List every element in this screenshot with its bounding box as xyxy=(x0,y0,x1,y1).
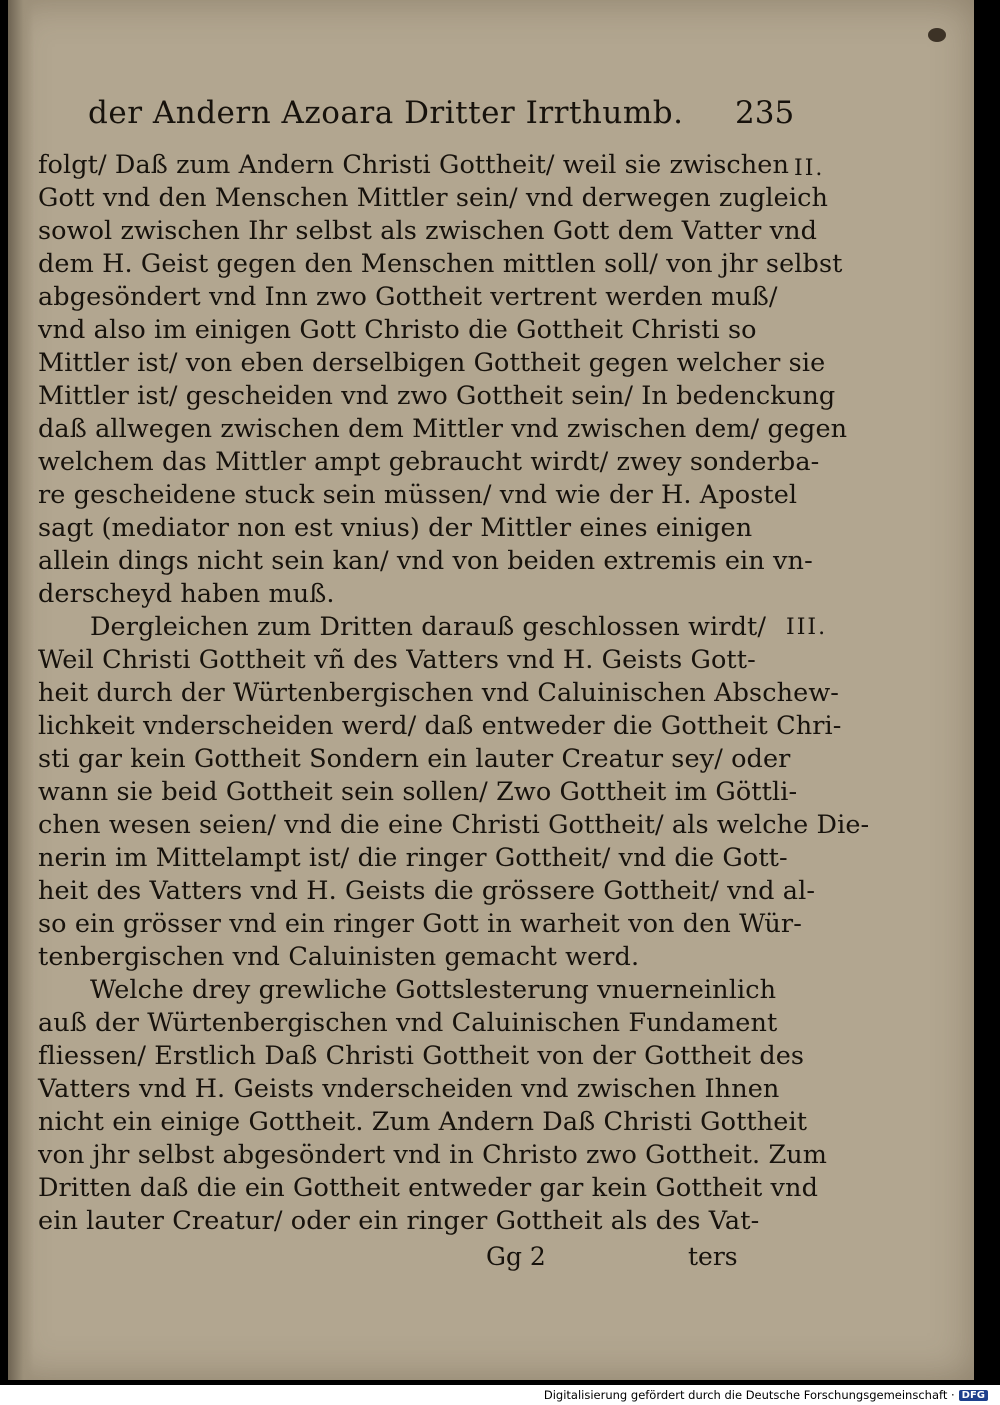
body-line: vnd also im einigen Gott Christo die Gottheit Christi so xyxy=(38,315,757,345)
body-line: Gott vnd den Menschen Mittler sein/ vnd derwegen zugleich xyxy=(38,183,829,213)
body-line: daß allwegen zwischen dem Mittler vnd zwischen dem/ gegen xyxy=(38,414,848,444)
body-line: abgesöndert vnd Inn zwo Gottheit vertrent werden muß/ xyxy=(38,282,778,312)
ink-blot xyxy=(928,28,946,42)
body-line: so ein grösser vnd ein ringer Gott in warheit von den Wür- xyxy=(38,909,802,939)
digitization-footer xyxy=(544,1388,988,1402)
body-line: Dritten daß die ein Gottheit entweder gar kein Gottheit vnd xyxy=(38,1173,818,1203)
body-line: Vatters vnd H. Geists vnderscheiden vnd zwischen Ihnen xyxy=(38,1074,780,1104)
body-line: welchem das Mittler ampt gebraucht wirdt/ zwey sonderba- xyxy=(38,447,820,477)
body-line: re gescheidene stuck sein müssen/ vnd wie der H. Apostel xyxy=(38,480,798,510)
body-line: Mittler ist/ von eben derselbigen Gottheit gegen welcher sie xyxy=(38,348,826,378)
body-line: auß der Würtenbergischen vnd Caluinischen Fundament xyxy=(38,1008,778,1038)
body-line: dem H. Geist gegen den Menschen mittlen soll/ von jhr selbst xyxy=(38,249,843,279)
margin-note: II. xyxy=(794,156,825,181)
body-line: fliessen/ Erstlich Daß Christi Gottheit von der Gottheit des xyxy=(38,1041,805,1071)
body-line: nicht ein einige Gottheit. Zum Andern Daß Christi Gottheit xyxy=(38,1107,808,1137)
body-line: von jhr selbst abgesöndert vnd in Christo zwo Gottheit. Zum xyxy=(38,1140,828,1170)
catchword: ters xyxy=(688,1242,738,1271)
body-line: sti gar kein Gottheit Sondern ein lauter Creatur sey/ oder xyxy=(38,744,791,774)
margin-note: III. xyxy=(786,615,828,640)
body-line: allein dings nicht sein kan/ vnd von beiden extremis ein vn- xyxy=(38,546,813,576)
body-line: sagt (mediator non est vnius) der Mittler eines einigen xyxy=(38,513,753,543)
body-line: heit durch der Würtenbergischen vnd Caluinischen Abschew- xyxy=(38,678,839,708)
footer-credit: Digitalisierung gefördert durch die Deutsche Forschungsgemeinschaft · xyxy=(543,1388,955,1402)
dfg-logo: DFG xyxy=(959,1390,988,1401)
running-head: der Andern Azoara Dritter Irrthumb. xyxy=(88,95,684,131)
body-line: heit des Vatters vnd H. Geists die grössere Gottheit/ vnd al- xyxy=(38,876,816,906)
body-line: lichkeit vnderscheiden werd/ daß entweder die Gottheit Chri- xyxy=(38,711,842,741)
body-line: Weil Christi Gottheit vñ des Vatters vnd H. Geists Gott- xyxy=(38,645,756,675)
body-line: nerin im Mittelampt ist/ die ringer Gottheit/ vnd die Gott- xyxy=(38,843,788,873)
paragraph-first-line: Dergleichen zum Dritten darauß geschlossen wirdt/ xyxy=(90,612,767,642)
body-line: tenbergischen vnd Caluinisten gemacht werd. xyxy=(38,942,640,972)
body-line: ein lauter Creatur/ oder ein ringer Gottheit als des Vat- xyxy=(38,1206,760,1236)
page-number: 235 xyxy=(735,95,795,131)
signature-mark: Gg 2 xyxy=(486,1242,546,1271)
body-line: sowol zwischen Ihr selbst als zwischen Gott dem Vatter vnd xyxy=(38,216,818,246)
body-line: folgt/ Daß zum Andern Christi Gottheit/ weil sie zwischen xyxy=(38,150,790,180)
binding-shadow xyxy=(8,0,34,1380)
book-page xyxy=(8,0,974,1380)
body-line: chen wesen seien/ vnd die eine Christi Gottheit/ als welche Die- xyxy=(38,810,870,840)
body-line: Mittler ist/ gescheiden vnd zwo Gottheit sein/ In bedenckung xyxy=(38,381,836,411)
body-line: wann sie beid Gottheit sein sollen/ Zwo Gottheit im Göttli- xyxy=(38,777,798,807)
paragraph-first-line: Welche drey grewliche Gottslesterung vnuerneinlich xyxy=(90,975,777,1005)
body-line: derscheyd haben muß. xyxy=(38,579,335,609)
